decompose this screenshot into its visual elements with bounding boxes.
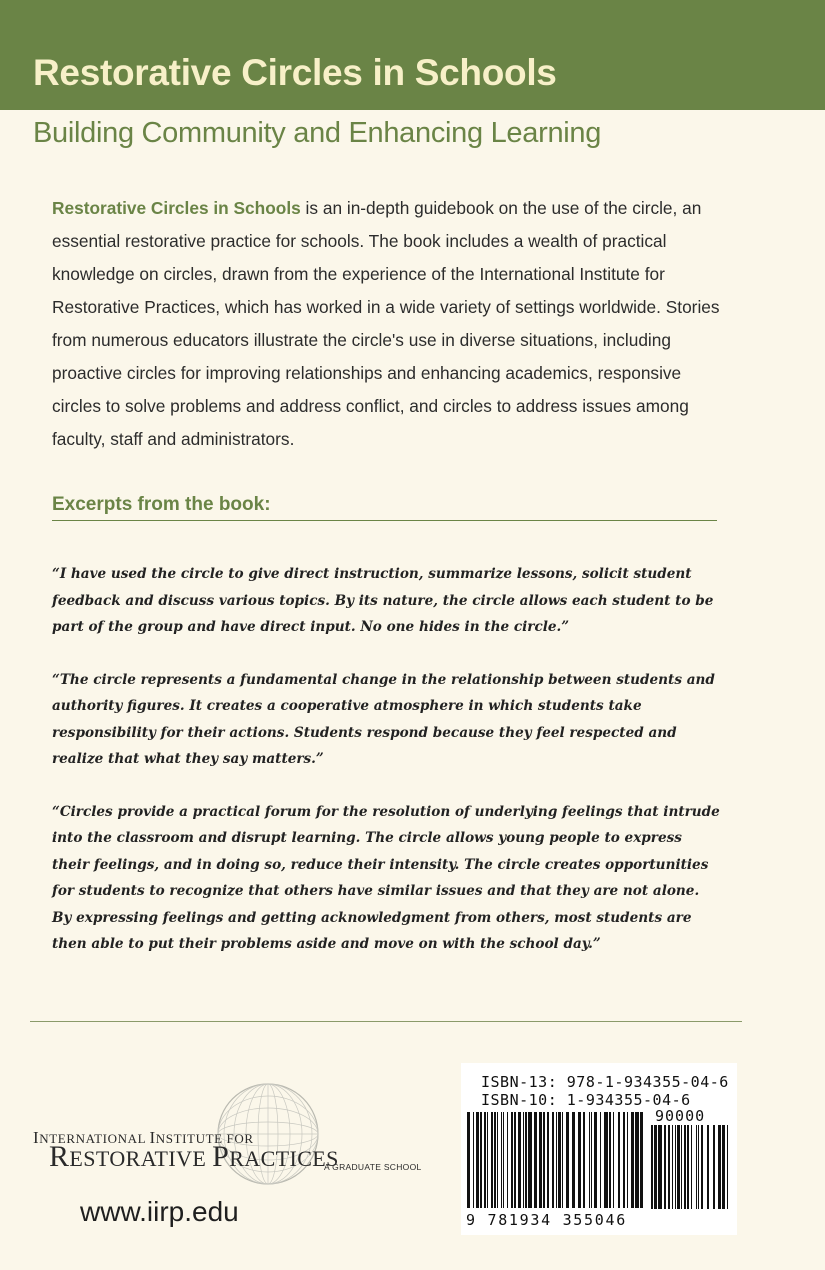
barcode-bar: [501, 1112, 502, 1208]
description-lead: Restorative Circles in Schools: [52, 198, 301, 218]
barcode-bar: [534, 1112, 537, 1208]
barcode-bar: [631, 1112, 634, 1208]
barcode-bar: [651, 1125, 653, 1209]
barcode-bar: [556, 1112, 557, 1208]
barcode-bar: [713, 1125, 715, 1209]
barcode-bar: [600, 1112, 601, 1208]
publisher-name-line2: RESTORATIVE PRACTICES: [49, 1140, 339, 1173]
barcode-bar: [497, 1112, 498, 1208]
barcode-bar: [604, 1112, 608, 1208]
barcode-bar: [684, 1125, 686, 1209]
barcode-bars: [467, 1112, 643, 1208]
barcode-bar: [558, 1112, 561, 1208]
barcode-bar: [539, 1112, 542, 1208]
barcode-bar: [672, 1125, 673, 1209]
excerpt-quote: “The circle represents a fundamental change in the relationship between students and authority figures. It creates a cooperative atmosphere in which students take responsibility for their actions. Students respond because they feel respected and realize that what they say matters.”: [52, 671, 715, 767]
barcode-bar: [476, 1112, 479, 1208]
barcode-bar: [528, 1112, 532, 1208]
barcode-bar: [494, 1112, 496, 1208]
barcode-bar: [623, 1112, 625, 1208]
isbn-13: ISBN-13: 978-1-934355-04-6: [481, 1073, 729, 1091]
barcode-digits: 9 781934 355046: [466, 1211, 627, 1229]
barcode-bar: [484, 1112, 486, 1208]
isbn-barcode: [461, 1063, 737, 1235]
barcode-bar: [583, 1112, 585, 1208]
barcode-bar: [609, 1112, 611, 1208]
barcode-bar: [503, 1112, 504, 1208]
barcode-bar: [618, 1112, 620, 1208]
barcode-bar: [681, 1125, 682, 1209]
publisher-tagline: A GRADUATE SCHOOL: [324, 1162, 422, 1172]
barcode-bar: [547, 1112, 549, 1208]
barcode-bar: [591, 1112, 592, 1208]
barcode-bar: [707, 1125, 709, 1209]
excerpts-list: [52, 561, 722, 984]
excerpt-quote: “I have used the circle to give direct instruction, summarize lessons, solicit student feedback and discuss various topics. By its nature, the circle allows each student to be part of the group and have direct input. No one hides in the circle.”: [52, 566, 714, 635]
barcode-bar: [718, 1125, 721, 1209]
barcode-bar: [594, 1112, 597, 1208]
barcode-bar: [691, 1125, 692, 1209]
barcode-bar: [687, 1125, 689, 1209]
book-subtitle: Building Community and Enhancing Learning: [33, 117, 602, 149]
publisher-website[interactable]: www.iirp.edu: [80, 1196, 239, 1227]
excerpt-quote: “Circles provide a practical forum for the resolution of underlying feelings that intrude into the classroom and disrupt learning. The circle allows young people to express their feelings, and in doing so, reduce their intensity. The circle creates opportunities for students to recognize that others have similar issues and that they are not alone. By expressing feelings and getting acknowledgment from others, most students are then able to put their problems aside and move on with the school day.”: [52, 803, 720, 952]
addon-barcode-bars: [651, 1125, 729, 1209]
barcode-bar: [727, 1125, 728, 1209]
barcode-bar: [525, 1112, 527, 1208]
barcode-bar: [589, 1112, 590, 1208]
barcode-bar: [511, 1112, 513, 1208]
barcode-bar: [514, 1112, 516, 1208]
book-title: Restorative Circles in Schools: [33, 52, 557, 93]
barcode-bar: [487, 1112, 488, 1208]
barcode-bar: [664, 1125, 666, 1209]
barcode-bar: [467, 1112, 470, 1208]
barcode-bar: [566, 1112, 569, 1208]
excerpts-heading: Excerpts from the book:: [52, 494, 717, 521]
barcode-bar: [627, 1112, 628, 1208]
description-body: is an in-depth guidebook on the use of the circle, an essential restorative practice for schools. The book includes a wealth of practical knowledge on circles, drawn from the experience of the International Institute for Restorative Practices, which has worked in a wide variety of settings worldwide. Stories from numerous educators illustrate the circle's use in diverse situations, including proactive circles for improving relationships and enhancing academics, responsive circles to solve problems and address conflict, and circles to address issues among faculty, staff and administrators.: [52, 198, 720, 449]
price-code: 90000: [655, 1107, 706, 1125]
barcode-bar: [698, 1125, 699, 1209]
barcode-bar: [654, 1125, 657, 1209]
barcode-bar: [613, 1112, 614, 1208]
barcode-bar: [562, 1112, 563, 1208]
barcode-bar: [677, 1125, 680, 1209]
barcode-bar: [578, 1112, 581, 1208]
barcode-bar: [518, 1112, 521, 1208]
barcode-bar: [507, 1112, 508, 1208]
barcode-bar: [640, 1112, 643, 1208]
barcode-bar: [658, 1125, 662, 1209]
publisher-name-line1: INTERNATIONAL INSTITUTE FOR: [33, 1128, 254, 1147]
barcode-bar: [491, 1112, 493, 1208]
barcode-bar: [696, 1125, 697, 1209]
barcode-bar: [552, 1112, 554, 1208]
footer-divider: [30, 1021, 742, 1022]
barcode-bar: [668, 1125, 670, 1209]
barcode-bar: [701, 1125, 703, 1209]
barcode-bar: [722, 1125, 725, 1209]
isbn-10: ISBN-10: 1-934355-04-6: [481, 1091, 691, 1109]
barcode-bar: [480, 1112, 482, 1208]
barcode-bar: [523, 1112, 524, 1208]
barcode-bar: [675, 1125, 676, 1209]
barcode-bar: [635, 1112, 639, 1208]
barcode-bar: [572, 1112, 575, 1208]
barcode-bar: [473, 1112, 474, 1208]
barcode-bar: [543, 1112, 545, 1208]
book-description: [52, 192, 732, 456]
